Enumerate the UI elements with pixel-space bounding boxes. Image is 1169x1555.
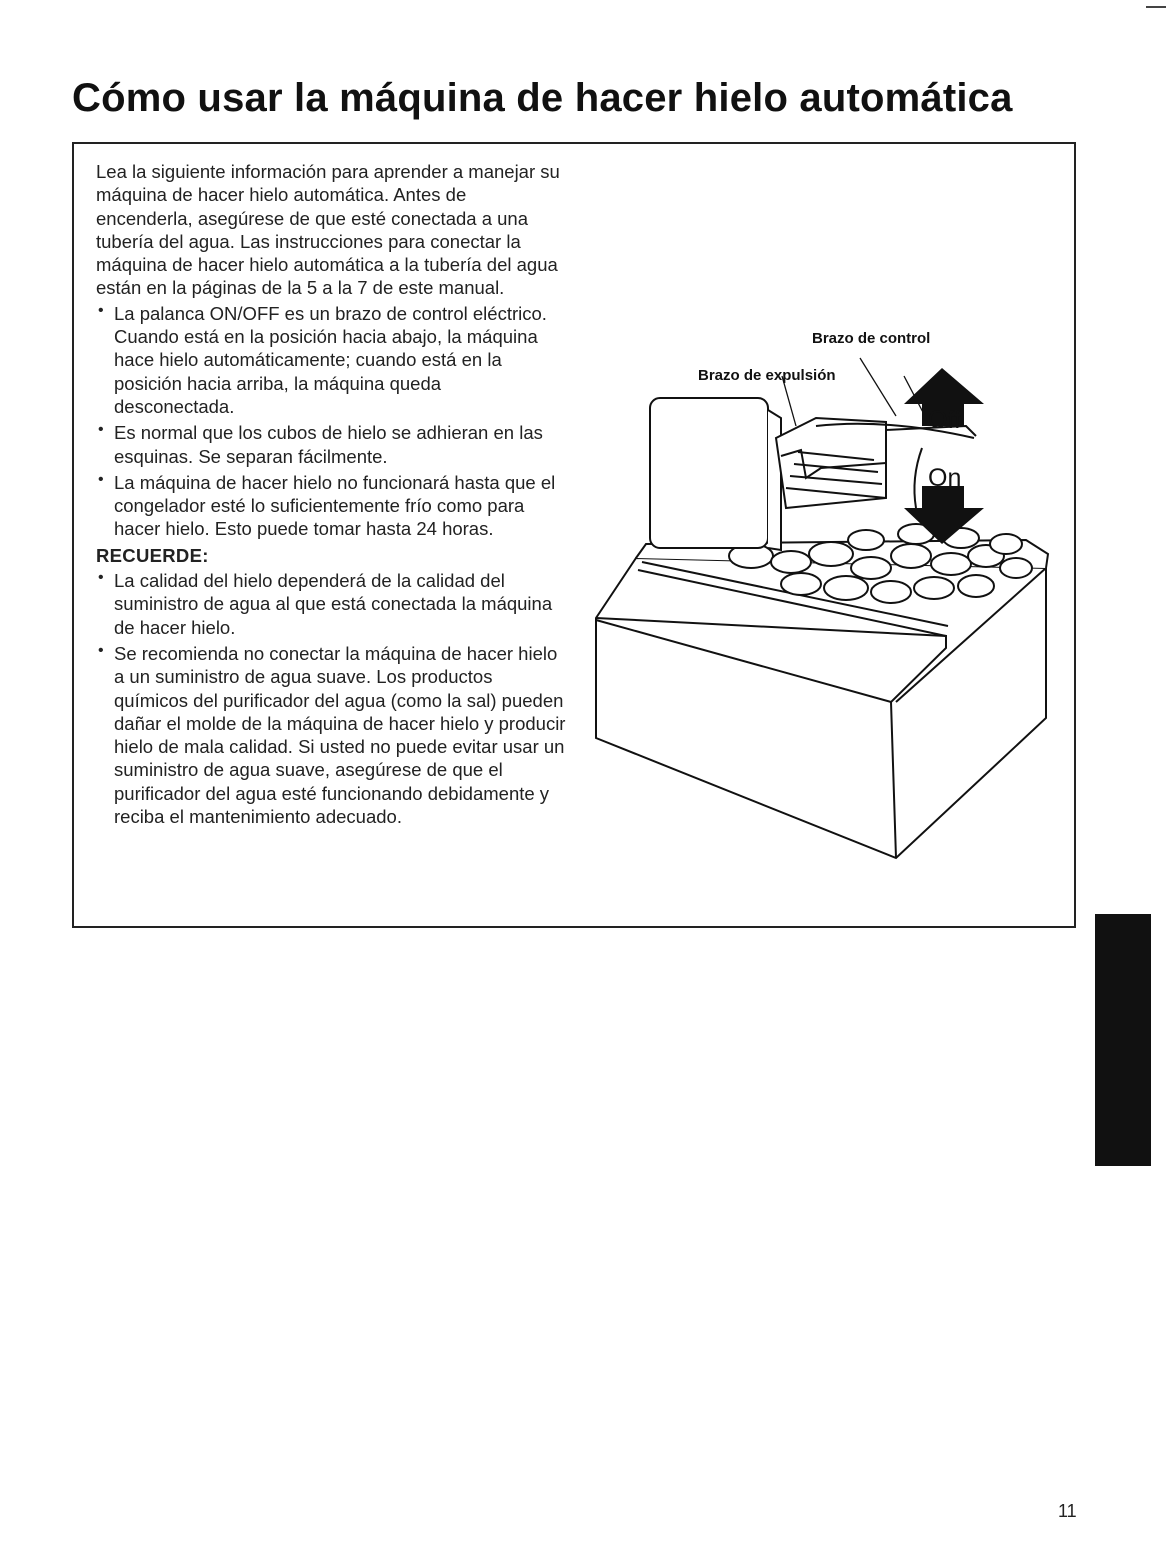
- bullet-icon: •: [98, 421, 104, 439]
- bullet-item-1: • La palanca ON/OFF es un brazo de control eléctrico. Cuando está en la posición hacia abajo, la máquina hace hielo automáticamente; cuando está en la posición hacia arriba, la máquina queda desconectada.: [96, 302, 566, 418]
- page-title: Cómo usar la máquina de hacer hielo automática: [72, 76, 1013, 120]
- off-label: Off: [928, 406, 961, 434]
- instructions-text: [96, 160, 566, 831]
- ejector-arm-label: Brazo de expulsión: [698, 367, 836, 384]
- bullet-icon: •: [98, 470, 104, 488]
- bullet-item-3: • La máquina de hacer hielo no funcionará hasta que el congelador esté lo suficientemente frío como para hacer hielo. Esto puede tomar hasta 24 horas.: [96, 471, 566, 541]
- bullet-list: [96, 302, 566, 541]
- recuerde-item-2: • Se recomienda no conectar la máquina de hacer hielo a un suministro de agua suave. Los productos químicos del purificador del agua (como la sal) pueden dañar el molde de la máquina de hacer hielo y producir hielo de mala calidad. Si usted no puede evitar usar un suministro de agua suave, asegúrese de que el purificador del agua esté funcionando debidamente y reciba el mantenimiento adecuado.: [96, 642, 566, 828]
- ice-maker-drawing: [586, 318, 1066, 878]
- on-label: On: [928, 464, 962, 492]
- recuerde-item-1: • La calidad del hielo dependerá de la calidad del suministro de agua al que está conectada la máquina de hacer hielo.: [96, 569, 566, 639]
- intro-paragraph: Lea la siguiente información para aprender a manejar su máquina de hacer hielo automática. Antes de encenderla, asegúrese de que esté conectada a una tubería del agua. Las instrucciones para conectar la máquina de hacer hielo automática a la tubería del agua están en la páginas de la 5 a la 7 de este manual.: [96, 161, 560, 299]
- corner-mark: [1146, 6, 1166, 8]
- recuerde-list: [96, 569, 566, 828]
- page-number: 11: [1058, 1501, 1077, 1521]
- bullet-item-2: • Es normal que los cubos de hielo se adhieran en las esquinas. Se separan fácilmente.: [96, 421, 566, 468]
- recuerde-heading: RECUERDE:: [96, 544, 209, 566]
- bullet-icon: •: [98, 301, 104, 319]
- bullet-icon: •: [98, 641, 104, 659]
- bullet-icon: •: [98, 569, 104, 587]
- section-tab: [1095, 914, 1151, 1166]
- control-arm-label: Brazo de control: [812, 330, 931, 347]
- ice-maker-illustration: [586, 318, 1066, 878]
